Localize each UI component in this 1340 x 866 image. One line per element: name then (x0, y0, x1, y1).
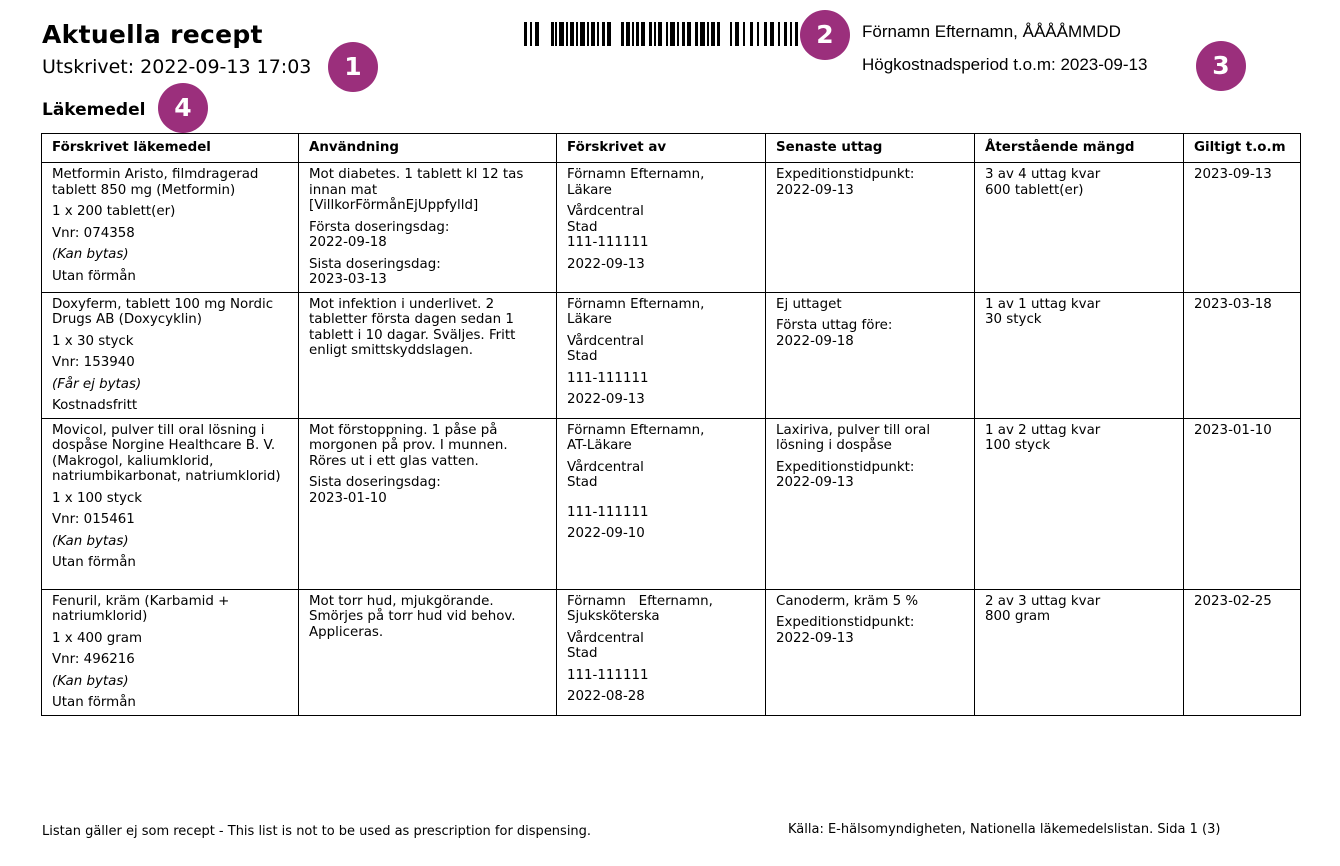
drug-substitution: (Får ej bytas) (52, 376, 142, 392)
drug-benefit: Utan förmån (52, 268, 136, 284)
table-row (42, 292, 1301, 418)
drug-benefit: Kostnadsfritt (52, 398, 138, 413)
drug-substitution: (Kan bytas) (52, 533, 129, 549)
prescriber-clinic: Vårdcentral (567, 630, 644, 646)
drug-amount: 1 x 400 gram (52, 630, 143, 646)
table-row (42, 163, 1301, 293)
prescriber-name: Förnamn Efternamn, (567, 422, 705, 438)
last-dispensed-line-3: Första uttag före: (776, 318, 893, 333)
col-header-valid-until: Giltigt t.o.m (1184, 134, 1301, 163)
col-header-drug: Förskrivet läkemedel (42, 134, 299, 163)
valid-until-cell: 2023-02-25 (1184, 589, 1301, 715)
table-row (42, 418, 1301, 589)
prescription-date: 2022-08-28 (567, 689, 645, 704)
usage-last-dose-date: 2023-01-10 (309, 490, 387, 506)
col-header-last-dispensed: Senaste uttag (766, 134, 975, 163)
last-dispensed-cell (766, 418, 975, 589)
prescription-date: 2022-09-13 (567, 256, 645, 272)
section-title: Läkemedel (42, 100, 146, 120)
usage-text: Mot infektion i underlivet. 2 tabletter första dagen sedan 1 tablett i 10 dagar. Sväljes. Fritt enligt smittskyddslagen. (309, 296, 516, 358)
prescriber-cell (557, 292, 766, 418)
prescriber-name: Förnamn Efternamn, (567, 296, 705, 312)
prescriber-role: Sjuksköterska (567, 609, 660, 624)
remaining-withdrawals: 2 av 3 uttag kvar (985, 593, 1101, 609)
prescriber-city: Stad (567, 646, 598, 661)
drug-vnr: Vnr: 074358 (52, 225, 135, 241)
usage-cell (299, 418, 557, 589)
prescriber-cell (557, 589, 766, 715)
prescriber-name: Förnamn Efternamn, (567, 167, 705, 182)
remaining-withdrawals: 1 av 1 uttag kvar (985, 296, 1101, 312)
drug-vnr: Vnr: 015461 (52, 512, 135, 527)
prescriber-role: AT-Läkare (567, 438, 632, 453)
prescriber-phone: 111-111111 (567, 370, 649, 386)
table-header-row (42, 134, 1301, 163)
drug-substitution: (Kan bytas) (52, 673, 129, 689)
prescriber-clinic: Vårdcentral (567, 204, 644, 219)
col-header-prescriber: Förskrivet av (557, 134, 766, 163)
table-row (42, 589, 1301, 715)
last-dispensed-line-4: 2022-09-13 (776, 630, 854, 646)
last-dispensed-line-1: Ej uttaget (776, 296, 842, 312)
prescriber-city: Stad (567, 475, 598, 490)
last-dispensed-line-3: Expeditionstidpunkt: (776, 459, 915, 475)
remaining-cell (975, 589, 1184, 715)
valid-until-cell: 2023-01-10 (1184, 418, 1301, 589)
valid-until-cell: 2023-09-13 (1184, 163, 1301, 293)
prescriber-role: Läkare (567, 182, 612, 198)
usage-cell (299, 163, 557, 293)
remaining-withdrawals: 1 av 2 uttag kvar (985, 422, 1101, 438)
prescription-date: 2022-09-13 (567, 392, 645, 407)
prescriber-phone: 111-111111 (567, 235, 649, 250)
prescriber-role: Läkare (567, 312, 612, 327)
prescription-date: 2022-09-10 (567, 526, 645, 541)
prescriber-cell (557, 163, 766, 293)
col-header-remaining: Återstående mängd (975, 134, 1184, 163)
prescriber-city: Stad (567, 219, 598, 235)
drug-benefit: Utan förmån (52, 695, 136, 710)
last-dispensed-line-4: 2022-09-13 (776, 475, 854, 490)
medication-table (41, 133, 1301, 716)
remaining-cell (975, 163, 1184, 293)
callout-marker-2: 2 (800, 10, 850, 60)
last-dispensed-line-1: Laxiriva, pulver till oral lösning i dospåse (776, 422, 931, 453)
last-dispensed-line-3: Expeditionstidpunkt: (776, 615, 915, 630)
prescriber-phone: 111-111111 (567, 504, 649, 520)
usage-last-dose-date: 2023-03-13 (309, 272, 387, 287)
last-dispensed-cell (766, 163, 975, 293)
high-cost-period: Högkostnadsperiod t.o.m: 2023-09-13 (862, 55, 1148, 74)
patient-name-id: Förnamn Efternamn, ÅÅÅÅMMDD (862, 22, 1121, 41)
usage-first-dose-label: Första doseringsdag: (309, 219, 450, 235)
usage-first-dose-date: 2022-09-18 (309, 235, 387, 250)
usage-text: Mot torr hud, mjukgörande. Smörjes på torr hud vid behov. Appliceras. (309, 593, 516, 640)
prescriber-phone: 111-111111 (567, 667, 649, 683)
drug-name: Movicol, pulver till oral lösning i dospåse Norgine Healthcare B. V. (Makrogol, kaliumklorid, natriumbikarbonat, natriumklorid) (52, 422, 281, 484)
prescriber-clinic: Vårdcentral (567, 333, 644, 349)
drug-amount: 1 x 200 tablett(er) (52, 204, 176, 219)
drug-vnr: Vnr: 496216 (52, 652, 135, 667)
footer-source-page: Källa: E-hälsomyndigheten, Nationella läkemedelslistan. Sida 1 (3) (788, 822, 1221, 837)
col-header-usage: Användning (299, 134, 557, 163)
page-title: Aktuella recept (42, 20, 263, 49)
drug-name: Doxyferm, tablett 100 mg Nordic Drugs AB (Doxycyklin) (52, 296, 274, 327)
callout-marker-3: 3 (1196, 41, 1246, 91)
usage-cell (299, 589, 557, 715)
valid-until-cell: 2023-03-18 (1184, 292, 1301, 418)
drug-amount: 1 x 30 styck (52, 333, 134, 349)
last-dispensed-line-4: 2022-09-18 (776, 333, 854, 349)
remaining-quantity: 800 gram (985, 609, 1051, 624)
prescriber-name: Förnamn Efternamn, (567, 593, 713, 609)
usage-last-dose-label: Sista doseringsdag: (309, 256, 441, 272)
callout-marker-1: 1 (328, 42, 378, 92)
drug-cell (42, 292, 299, 418)
remaining-cell (975, 292, 1184, 418)
drug-substitution: (Kan bytas) (52, 247, 129, 262)
remaining-quantity: 600 tablett(er) (985, 182, 1084, 198)
usage-last-dose-label: Sista doseringsdag: (309, 475, 441, 490)
prescriber-cell (557, 418, 766, 589)
drug-vnr: Vnr: 153940 (52, 355, 135, 370)
prescriber-city: Stad (567, 349, 598, 364)
last-dispensed-cell (766, 589, 975, 715)
remaining-quantity: 30 styck (985, 312, 1042, 327)
prescriber-clinic: Vårdcentral (567, 459, 644, 475)
callout-marker-4: 4 (158, 83, 208, 133)
usage-text: Mot förstoppning. 1 påse på morgonen på prov. I munnen. Röres ut i ett glas vatten. (309, 422, 508, 469)
usage-text: Mot diabetes. 1 tablett kl 12 tas innan mat [VillkorFörmånEjUppfylld] (309, 167, 524, 213)
printed-timestamp: Utskrivet: 2022-09-13 17:03 (42, 56, 312, 78)
last-dispensed-line-1: Expeditionstidpunkt: (776, 167, 915, 182)
usage-cell (299, 292, 557, 418)
drug-name: Metformin Aristo, filmdragerad tablett 850 mg (Metformin) (52, 167, 259, 198)
last-dispensed-cell (766, 292, 975, 418)
barcode-image (524, 22, 799, 46)
drug-name: Fenuril, kräm (Karbamid + natriumklorid) (52, 593, 230, 624)
drug-cell (42, 418, 299, 589)
drug-benefit: Utan förmån (52, 555, 136, 570)
drug-cell (42, 589, 299, 715)
remaining-cell (975, 418, 1184, 589)
drug-cell (42, 163, 299, 293)
footer-disclaimer: Listan gäller ej som recept - This list is not to be used as prescription for dispensing. (42, 824, 592, 839)
remaining-quantity: 100 styck (985, 438, 1051, 453)
last-dispensed-line-1: Canoderm, kräm 5 % (776, 593, 919, 609)
remaining-withdrawals: 3 av 4 uttag kvar (985, 167, 1101, 182)
last-dispensed-line-2: 2022-09-13 (776, 182, 854, 198)
drug-amount: 1 x 100 styck (52, 490, 143, 506)
